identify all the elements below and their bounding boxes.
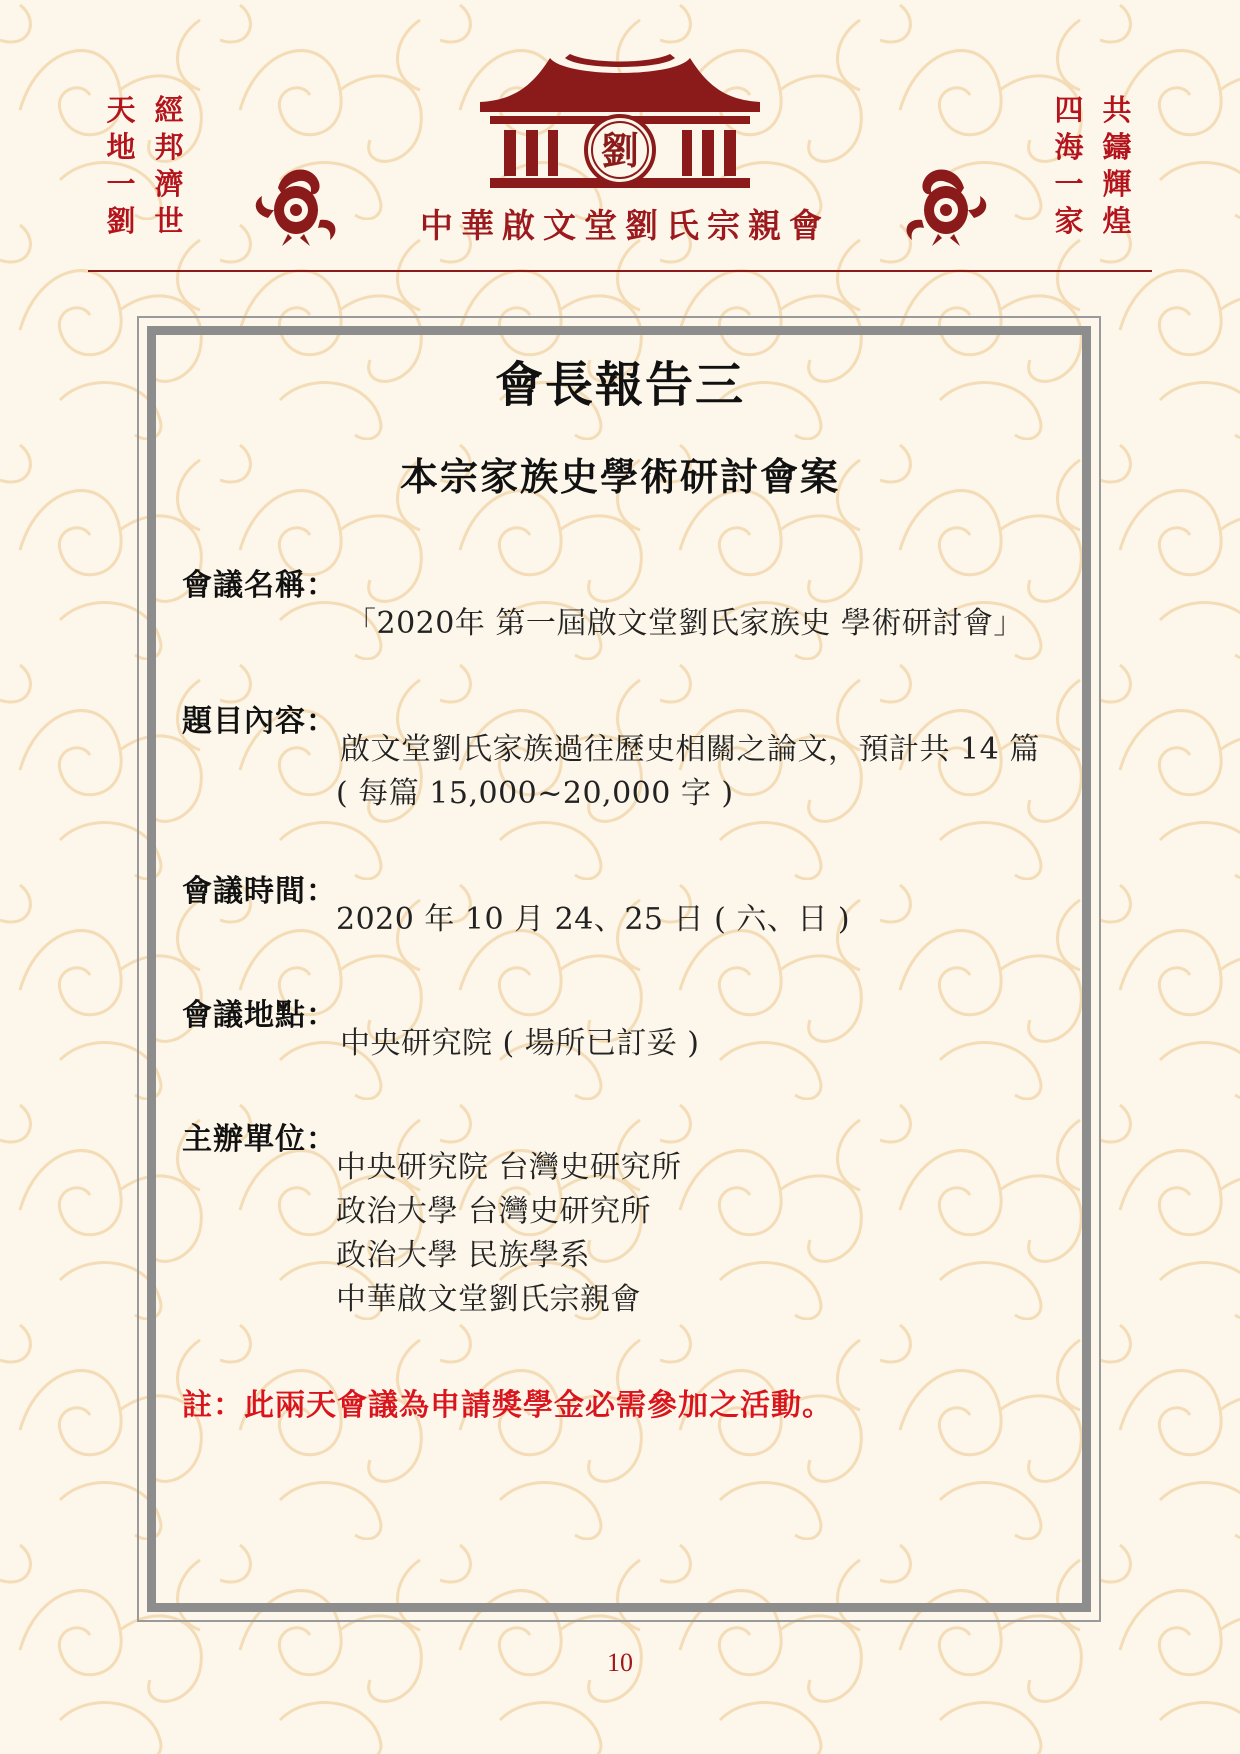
couplet-left [104, 92, 186, 240]
couplet-right [1052, 92, 1134, 240]
couplet-char: 邦 [154, 130, 184, 164]
dragon-icon [898, 158, 994, 248]
organizer-item: 中華啟文堂劉氏宗親會 [336, 1282, 641, 1317]
organizers-list [336, 1146, 682, 1322]
meeting-place-label: 會議地點： [182, 998, 337, 1033]
temple-logo [470, 50, 770, 190]
couplet-char: 海 [1054, 130, 1084, 164]
couplet-char: 劉 [106, 204, 136, 238]
couplet-right-column-2 [1052, 92, 1086, 240]
scholarship-note: 註：此兩天會議為申請獎學金必需參加之活動。 [182, 1388, 833, 1423]
couplet-char: 世 [154, 204, 184, 238]
dragon-icon [248, 158, 344, 248]
organizer-item: 政治大學 民族學系 [336, 1238, 591, 1273]
meeting-name-label: 會議名稱： [182, 568, 337, 603]
couplet-char: 濟 [154, 167, 184, 201]
organizers-label: 主辦單位： [182, 1122, 337, 1157]
couplet-char: 輝 [1102, 167, 1132, 201]
organizer-item: 政治大學 台灣史研究所 [336, 1194, 652, 1229]
couplet-char: 一 [106, 167, 136, 201]
couplet-char: 一 [1054, 167, 1084, 201]
report-title: 會長報告三 [494, 357, 745, 413]
meeting-time-value [336, 898, 850, 942]
meeting-name-line: 「2020年 第一屆啟文堂劉氏家族史 學術研討會」 [346, 606, 1024, 641]
meeting-place-value [340, 1022, 700, 1066]
topic-content-label: 題目內容： [182, 704, 337, 739]
couplet-right-column-1 [1100, 92, 1134, 240]
topic-content-line: 啟文堂劉氏家族過往歷史相關之論文，預計共 14 篇 [340, 732, 1040, 767]
couplet-left-column-1 [152, 92, 186, 240]
couplet-char: 四 [1054, 93, 1084, 127]
header-divider [88, 270, 1152, 272]
report-subtitle: 本宗家族史學術研討會案 [399, 454, 840, 499]
couplet-char: 煌 [1102, 204, 1132, 238]
couplet-char: 家 [1054, 204, 1084, 238]
couplet-char: 天 [106, 93, 136, 127]
topic-content-value [336, 728, 1040, 816]
couplet-char: 經 [154, 93, 184, 127]
meeting-name-value [346, 602, 1024, 646]
page-number: 10 [607, 1648, 633, 1677]
temple-emblem-char: 劉 [600, 128, 640, 173]
organizer-item: 中央研究院 台灣史研究所 [336, 1150, 682, 1185]
meeting-time-line: 2020 年 10 月 24、25 日 ( 六、日 ) [336, 902, 851, 937]
couplet-char: 地 [106, 130, 136, 164]
couplet-char: 共 [1102, 93, 1132, 127]
topic-content-line: ( 每篇 15,000~20,000 字 ) [336, 776, 734, 811]
meeting-time-label: 會議時間： [182, 874, 337, 909]
organization-name: 中華啟文堂劉氏宗親會 [420, 206, 830, 245]
meeting-place-line: 中央研究院 ( 場所已訂妥 ) [340, 1026, 700, 1061]
couplet-left-column-2 [104, 92, 138, 240]
couplet-char: 鑄 [1102, 130, 1132, 164]
